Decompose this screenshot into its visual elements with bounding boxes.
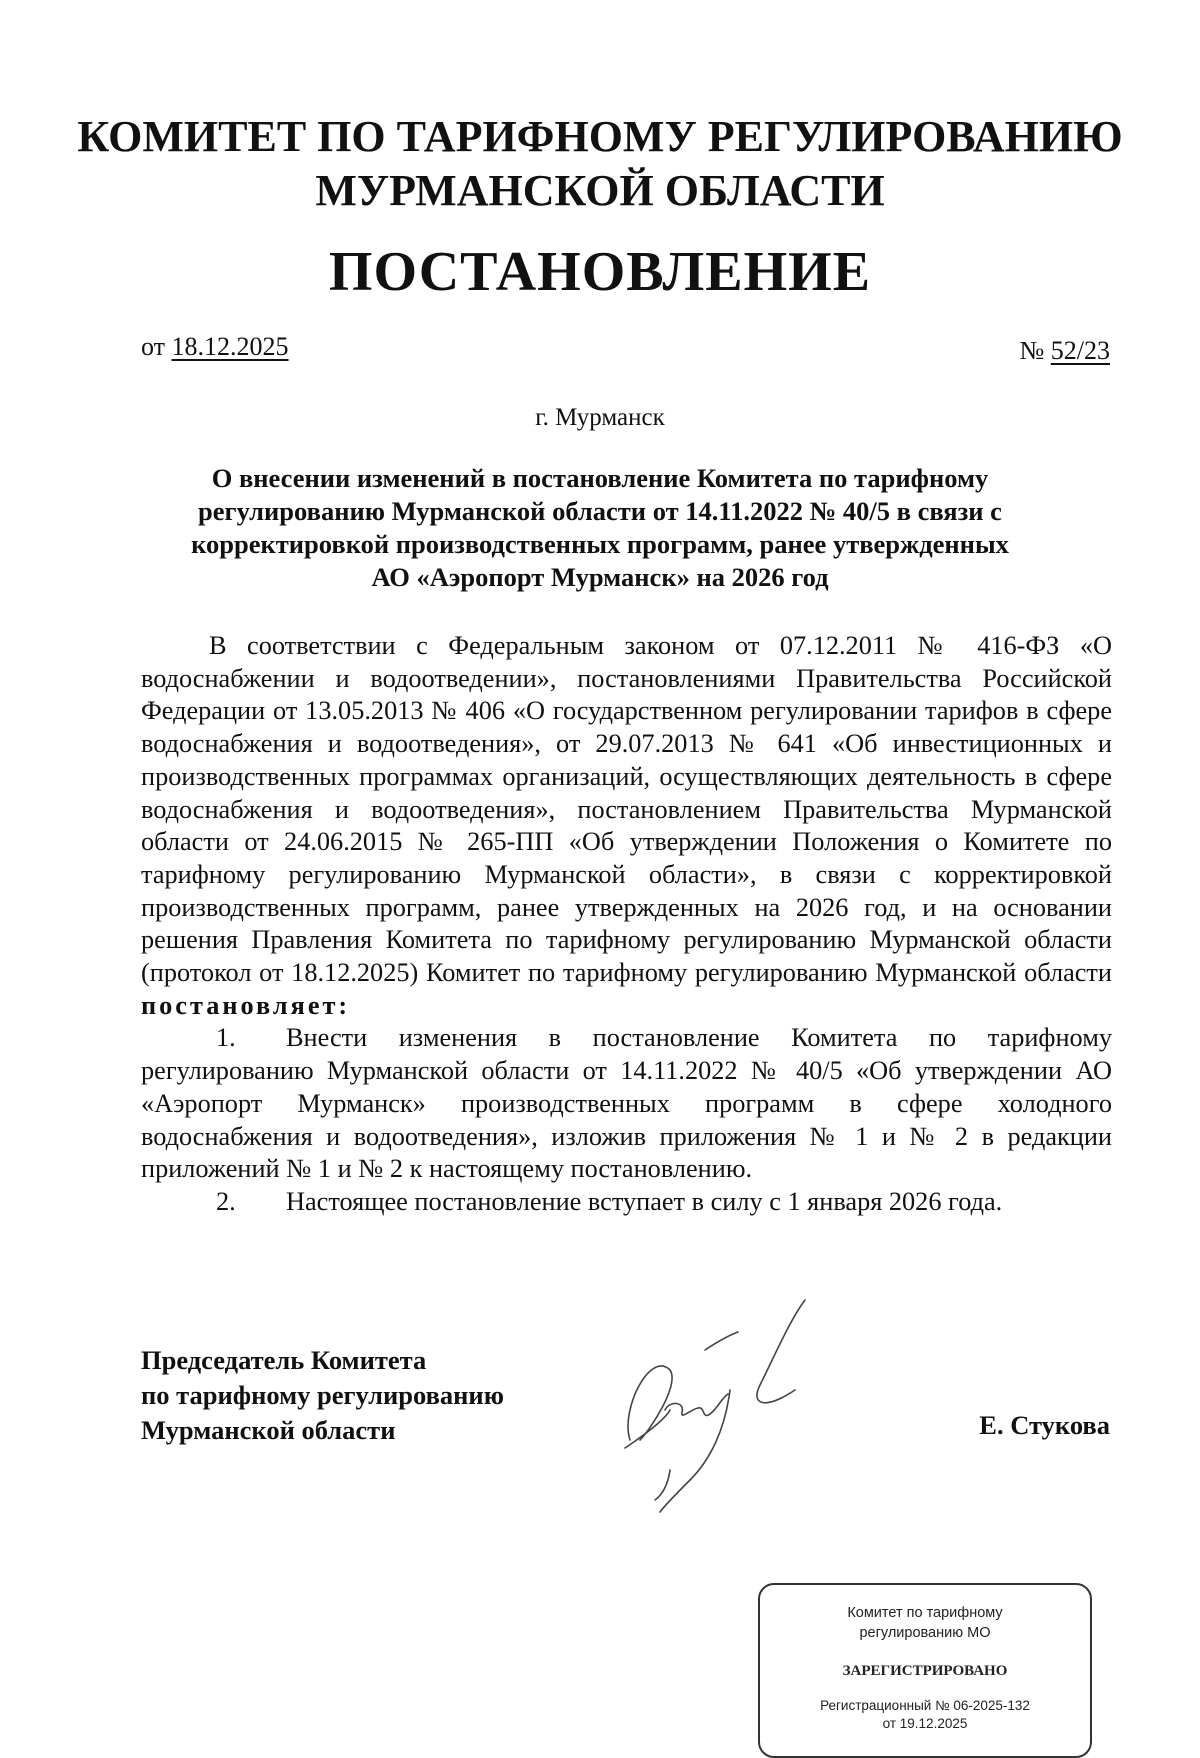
stamp-org-line-1: Комитет по тарифному	[847, 1605, 1003, 1621]
signatory-title-line-2: по тарифному регулированию	[141, 1380, 504, 1410]
item-text: Настоящее постановление вступает в силу с 1 января 2026 года.	[286, 1186, 1003, 1216]
number-value: 52/23	[1050, 336, 1110, 365]
item-number: 2.	[216, 1186, 236, 1216]
stamp-reg-number: Регистрационный № 06-2025-132	[820, 1698, 1030, 1713]
document-body	[141, 630, 1112, 1219]
subject-line-4: АО «Аэропорт Мурманск» на 2026 год	[371, 562, 829, 592]
list-item	[141, 1186, 1112, 1219]
handwritten-signature	[610, 1290, 840, 1520]
resolves-word: постановляет:	[141, 990, 351, 1020]
document-type: ПОСТАНОВЛЕНИЕ	[328, 241, 872, 303]
item-number: 1.	[216, 1023, 236, 1053]
date-prefix: от	[141, 332, 166, 361]
org-line-1: КОМИТЕТ ПО ТАРИФНОМУ РЕГУЛИРОВАНИЮ	[77, 112, 1123, 161]
subject-line-3: корректировкой производственных программ, ранее утвержденных	[191, 529, 1009, 559]
stamp-reg-date: от 19.12.2025	[882, 1716, 968, 1731]
stamp-org-line-2: регулированию МО	[859, 1625, 991, 1641]
number-prefix: №	[1019, 336, 1045, 365]
preamble-text: В соответствии с Федеральным законом от 07.12.2011 № 416-ФЗ «О водоснабжении и водоотведении», постановлениями Правительства Российской Федерации от 13.05.2013 № 406 «О государственном регулировании тарифов в сфере водоснабжения и водоотведения», от 29.07.2013 № 641 «Об инвестиционных и производственных программах организаций, осуществляющих деятельность в сфере водоснабжения и водоотведения», постановлением Правительства Мурманской области от 24.06.2015 № 265-ПП «Об утверждении Положения о Комитете по тарифному регулированию Мурманской области», в связи с корректировкой производственных программ, ранее утвержденных на 2026 год, и на основании решения Правления Комитета по тарифному регулированию Мурманской области (протокол от 18.12.2025) Комитет по тарифному регулированию Мурманской области	[141, 631, 1112, 988]
organization-title	[0, 110, 1200, 218]
document-subject	[150, 462, 1050, 594]
signatory-title	[141, 1343, 504, 1448]
org-line-2: МУРМАНСКОЙ ОБЛАСТИ	[315, 166, 885, 215]
stamp-registration	[760, 1697, 1090, 1733]
preamble-paragraph	[141, 630, 1112, 1022]
subject-line-2: регулированию Мурманской области от 14.11.2022 № 40/5 в связи с	[198, 496, 1002, 526]
registration-stamp	[758, 1583, 1092, 1758]
signatory-name: Е. Стукова	[979, 1410, 1110, 1440]
stamp-organization	[760, 1603, 1090, 1643]
stamp-status: ЗАРЕГИСТРИРОВАНО	[842, 1663, 1008, 1679]
subject-line-1: О внесении изменений в постановление Комитета по тарифному	[211, 463, 989, 493]
document-date	[141, 332, 289, 362]
list-item	[141, 1022, 1112, 1186]
city: г. Мурманск	[535, 404, 665, 431]
signatory-title-line-3: Мурманской области	[141, 1415, 396, 1445]
date-value: 18.12.2025	[171, 332, 289, 361]
item-text: Внести изменения в постановление Комитета по тарифному регулированию Мурманской области от 14.11.2022 № 40/5 «Об утверждении АО «Аэропорт Мурманск» производственных программ в сфере холодного водоснабжения и водоотведения», изложив приложения № 1 и № 2 в редакции приложений № 1 и № 2 к настоящему постановлению.	[141, 1023, 1112, 1184]
document-number	[1019, 336, 1110, 366]
signatory-title-line-1: Председатель Комитета	[141, 1345, 427, 1375]
